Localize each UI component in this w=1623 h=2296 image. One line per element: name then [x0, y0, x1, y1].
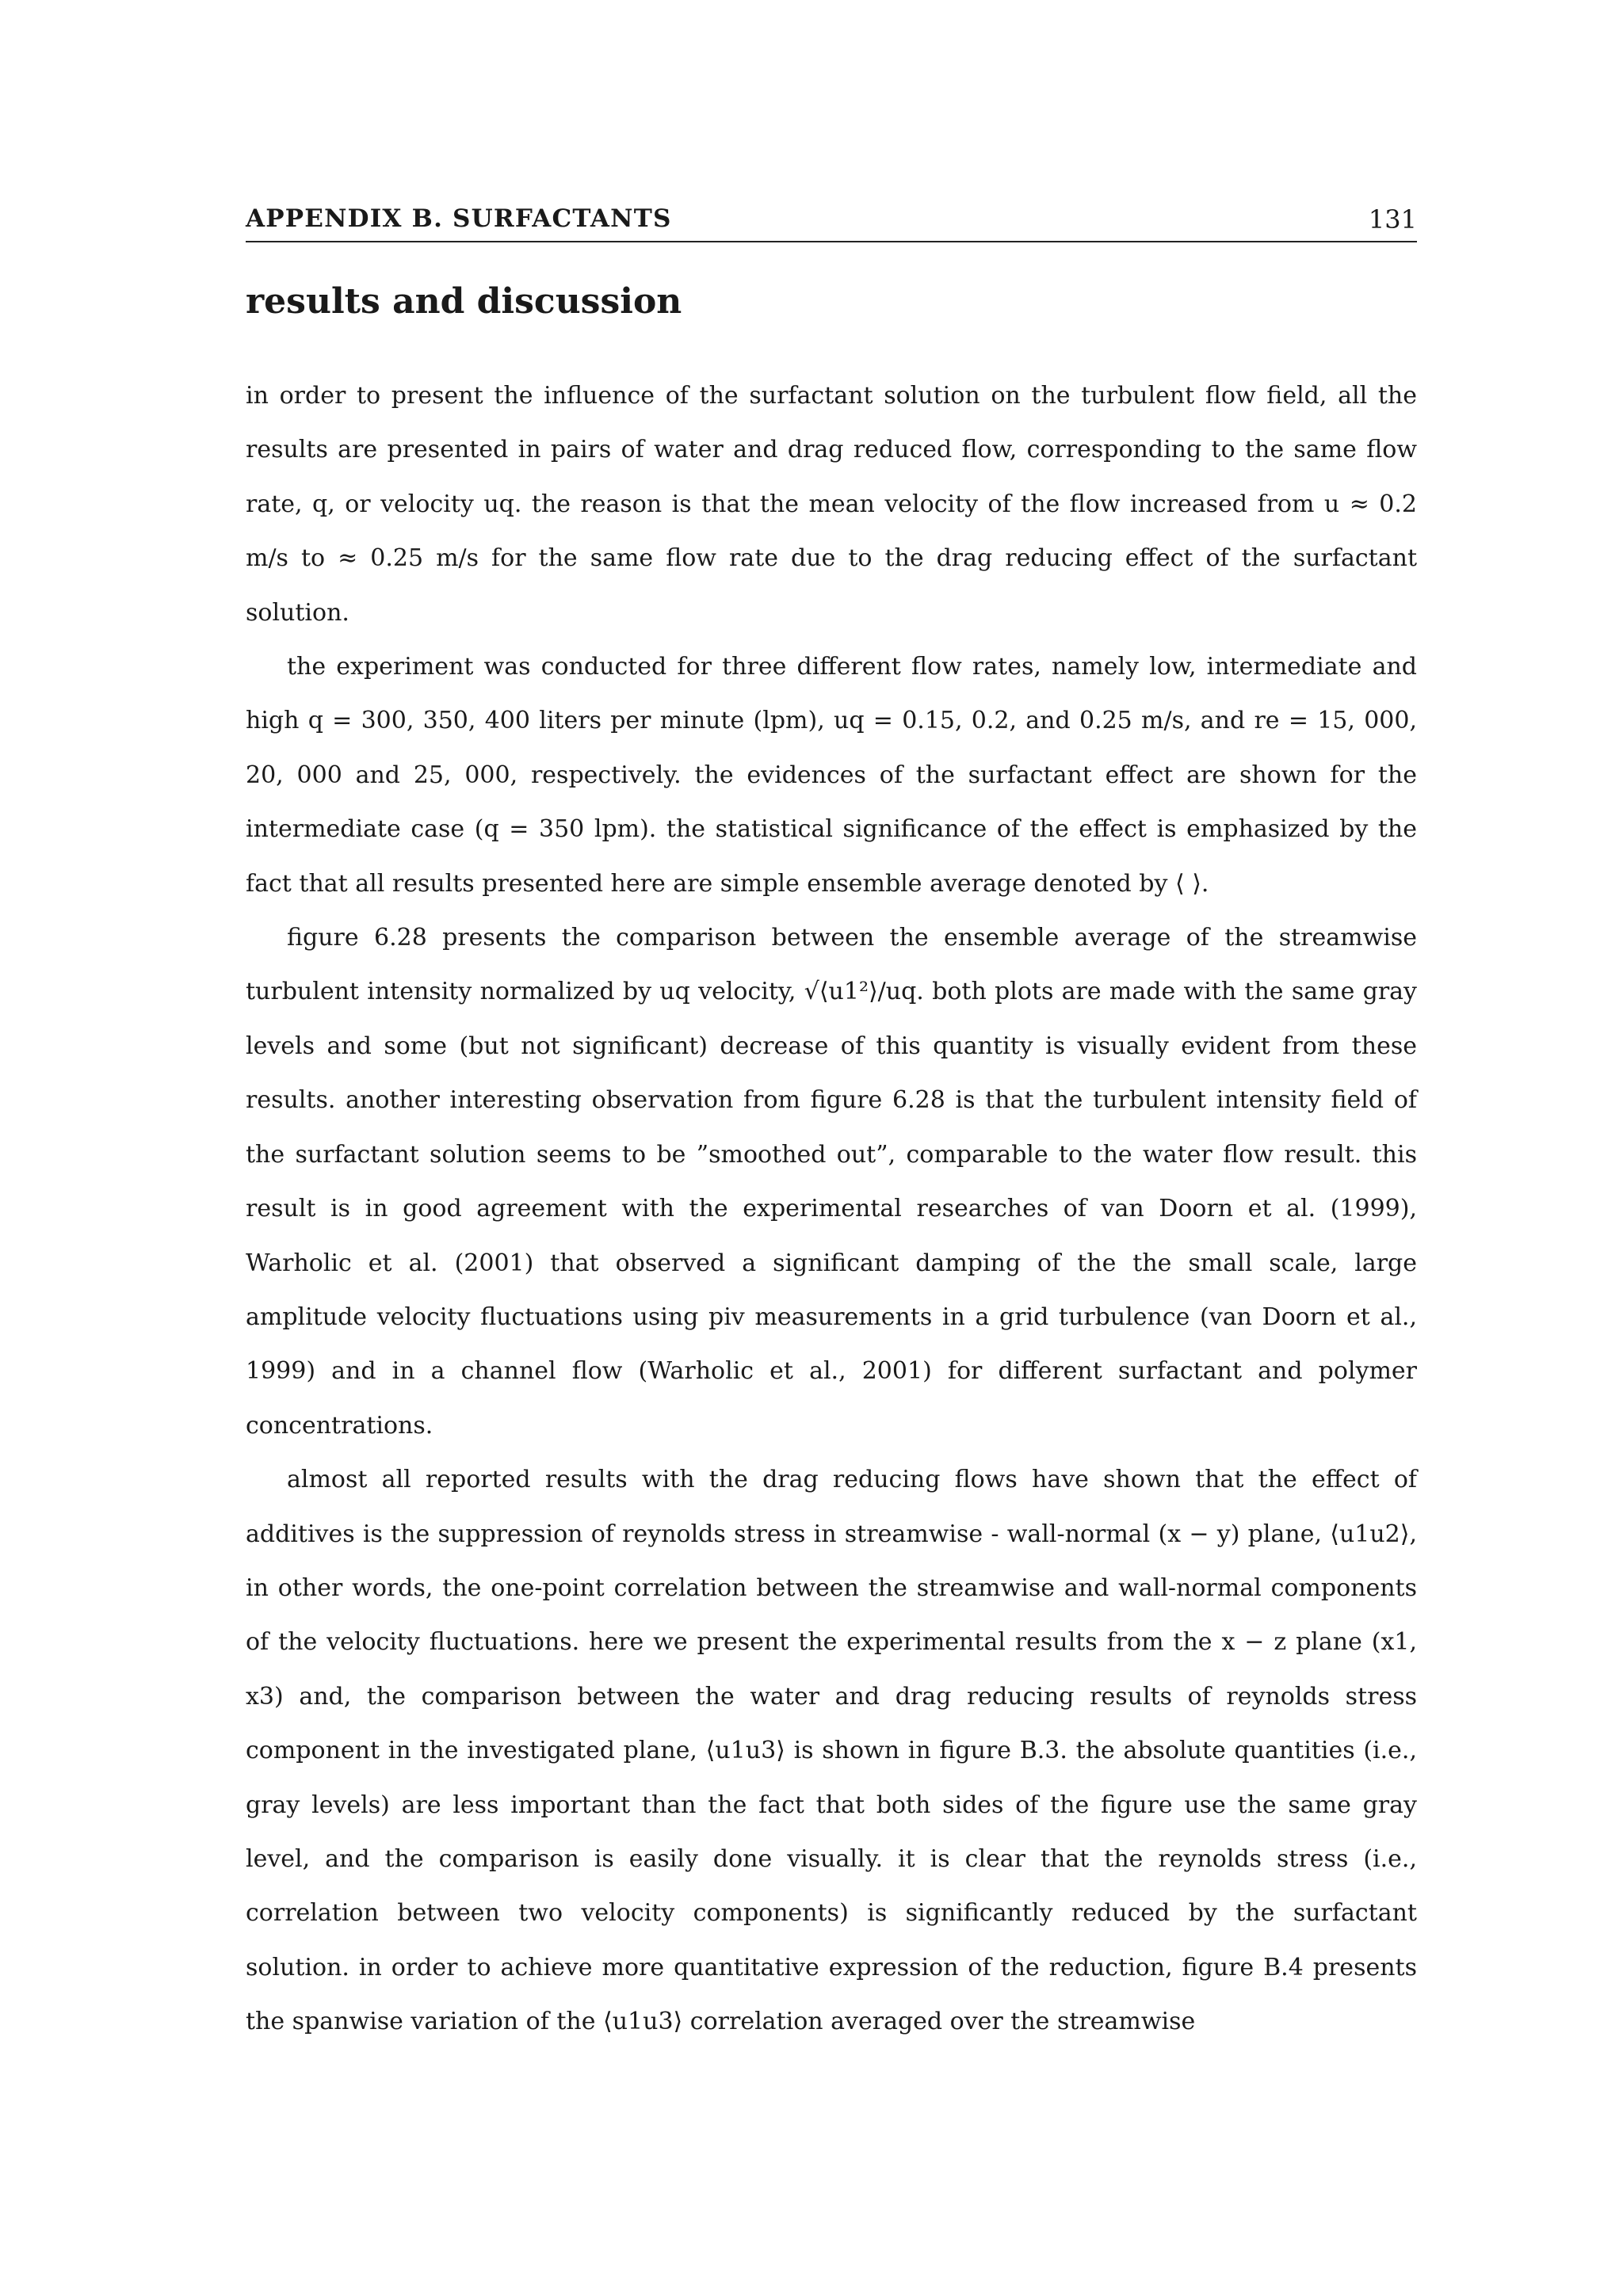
page-number: 131 — [1368, 204, 1417, 235]
paragraph-3: figure 6.28 presents the comparison between the ensemble average of the streamwise turbulent intensity normalized by uq velocity, √⟨u1²⟩/uq. both plots are made with the same gray levels and some (but not significant) decrease of this quantity is visually evident from these results. another interesting observation from figure 6.28 is that the turbulent intensity field of the surfactant solution seems to be ”smoothed out”, comparable to the water flow result. this result is in good agreement with the experimental researches of van Doorn et al. (1999), Warholic et al. (2001) that observed a significant damping of the the small scale, large amplitude velocity fluctuations using piv measurements in a grid turbulence (van Doorn et al., 1999) and in a channel flow (Warholic et al., 2001) for different surfactant and polymer concentrations. — [246, 924, 1417, 1440]
body-text — [246, 369, 1417, 2050]
paragraph-4: almost all reported results with the drag reducing flows have shown that the effect of additives is the suppression of reynolds stress in streamwise - wall-normal (x − y) plane, ⟨u1u2⟩, in other words, the one-point correlation between the streamwise and wall-normal components of the velocity fluctuations. here we present the experimental results from the x − z plane (x1, x3) and, the comparison between the water and drag reducing results of reynolds stress component in the investigated plane, ⟨u1u3⟩ is shown in figure B.3. the absolute quantities (i.e., gray levels) are less important than the fact that both sides of the figure use the same gray level, and the comparison is easily done visually. it is clear that the reynolds stress (i.e., correlation between two velocity components) is significantly reduced by the surfactant solution. in order to achieve more quantitative expression of the reduction, figure B.4 presents the spanwise variation of the ⟨u1u3⟩ correlation averaged over the streamwise — [246, 1466, 1417, 2036]
chapter-heading: APPENDIX B. SURFACTANTS — [246, 204, 672, 233]
paragraph-1: in order to present the influence of the surfactant solution on the turbulent flow field, all the results are presented in pairs of water and drag reduced flow, corresponding to the same flow rate, q, or velocity uq. the reason is that the mean velocity of the flow increased from u ≈ 0.2 m/s to ≈ 0.25 m/s for the same flow rate due to the drag reducing effect of the surfactant solution. — [246, 382, 1417, 627]
paragraph-2: the experiment was conducted for three different flow rates, namely low, intermediate and high q = 300, 350, 400 liters per minute (lpm), uq = 0.15, 0.2, and 0.25 m/s, and re = 15, 000, 20, 000 and 25, 000, respectively. the evidences of the surfactant effect are shown for the intermediate case (q = 350 lpm). the statistical significance of the effect is emphasized by the fact that all results presented here are simple ensemble average denoted by ⟨ ⟩. — [246, 653, 1417, 898]
section-title: results and discussion — [246, 281, 682, 322]
running-header — [246, 204, 1417, 242]
